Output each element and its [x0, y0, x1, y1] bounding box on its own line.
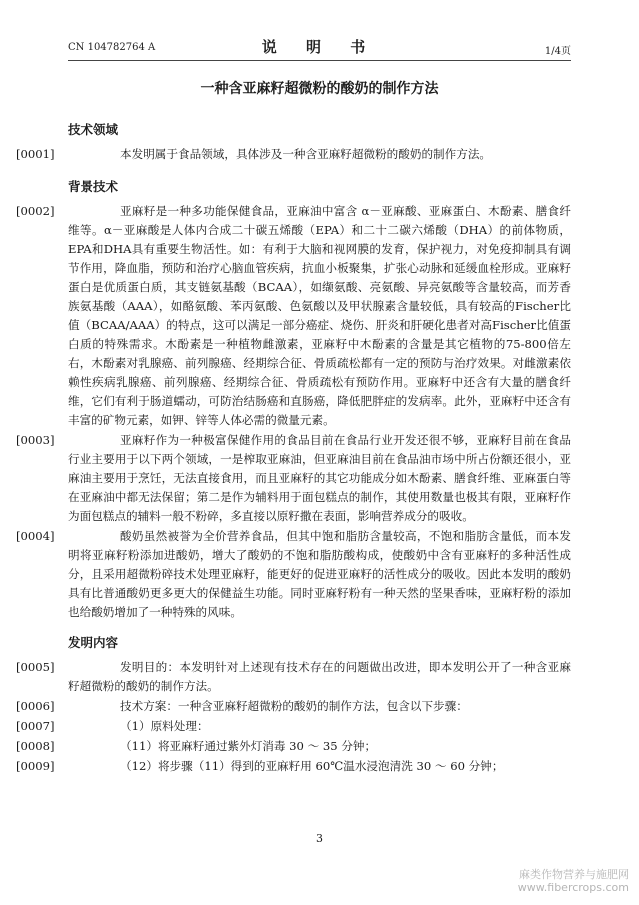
- paragraph-text: 亚麻籽作为一种极富保健作用的食品目前在食品行业开发还很不够，亚麻籽目前在食品行业主要用于以下两个领域，一是榨取亚麻油，但亚麻油目前在食品油市场中所占份额还很小，亚麻油主要用于烹饪，无法直接食用，而且亚麻籽的其它功能成分如木酚素、膳食纤维、亚麻蛋白等在亚麻油中都无法保留；第二是作为辅料用于面包糕点的制作，其使用数量也极其有限，亚麻籽作为面包糕点的辅料一般不粉碎，多直接以原籽撒在表面，影响营养成分的吸收。: [68, 433, 571, 523]
- paragraph-number: [0003]: [16, 433, 55, 447]
- paragraph: [16, 757, 571, 776]
- page-indicator: 1/4页: [544, 46, 571, 57]
- paragraph-number: [0009]: [16, 759, 55, 773]
- paragraph: [16, 145, 571, 164]
- document-title: 一种含亚麻籽超微粉的酸奶的制作方法: [200, 81, 439, 97]
- paragraph: [16, 697, 571, 716]
- header-rule: [68, 60, 571, 61]
- paragraph-number: [0001]: [16, 147, 55, 161]
- section-heading-background: 背景技术: [68, 179, 119, 194]
- paragraph: [16, 431, 571, 526]
- paragraph: [16, 527, 571, 622]
- paragraph-text: 酸奶虽然被誉为全价营养食品，但其中饱和脂肪含量较高，不饱和脂肪含量低，而本发明将亚麻籽粉添加进酸奶，增大了酸奶的不饱和脂肪酸构成，使酸奶中含有亚麻籽的多种活性成分，且采用超微粉碎技术处理亚麻籽，能更好的促进亚麻籽的活性成分的吸收。因此本发明的酸奶具有比普通酸奶更多更大的保健益生功能。同时亚麻籽粉有一种天然的坚果香味，亚麻籽粉的添加也给酸奶增加了一种特殊的风味。: [68, 529, 571, 619]
- paragraph: [16, 737, 571, 756]
- page-number: 3: [316, 832, 323, 845]
- paragraph: [16, 717, 571, 736]
- paragraph-text: 亚麻籽是一种多功能保健食品，亚麻油中富含 α－亚麻酸、亚麻蛋白、木酚素、膳食纤维等。α－亚麻酸是人体内合成二十碳五烯酸（EPA）和二十二碳六烯酸（DHA）的前体物质，EPA和DHA具有重要生物活性。如：有利于大脑和视网膜的发育，保护视力，对免疫抑制具有调节作用，降血脂，预防和治疗心脑血管疾病，抗血小板聚集，扩张心动脉和延缓血栓形成。亚麻籽蛋白是优质蛋白质，其支链氨基酸（BCAA），如缬氨酸、亮氨酸、异亮氨酸等含量较高，而芳香族氨基酸（AAA），如酪氨酸、苯丙氨酸、色氨酸以及甲状腺素含量较低，具有较高的Fischer比值（BCAA/AAA）的特点，这可以满足一部分癌症、烧伤、肝炎和肝硬化患者对高Fischer比值蛋白质的特殊需求。木酚素是一种植物雌激素，亚麻籽中木酚素的含量是其它植物的75-800倍左右，木酚素对乳腺癌、前列腺癌、经期综合征、骨质疏松都有一定的预防与治疗效果。对雌激素依赖性疾病乳腺癌、前列腺癌、经期综合征、骨质疏松有预防作用。亚麻籽中还含有大量的膳食纤维，它们有利于肠道蠕动，可防治结肠癌和直肠癌，降低肥胖症的发病率。此外，亚麻籽中还含有丰富的矿物元素，如钾、锌等人体必需的微量元素。: [68, 204, 571, 427]
- paragraph-text: 发明目的：本发明针对上述现有技术存在的问题做出改进，即本发明公开了一种含亚麻籽超微粉的酸奶的制作方法。: [68, 660, 571, 693]
- watermark-line: www.fibercrops.com: [517, 881, 629, 894]
- document-body: [16, 120, 571, 777]
- paragraph-number: [0002]: [16, 204, 55, 218]
- paragraph-number: [0004]: [16, 529, 55, 543]
- patent-number: CN 104782764 A: [68, 42, 156, 53]
- paragraph-number: [0005]: [16, 660, 55, 674]
- paragraph-text: 技术方案：一种含亚麻籽超微粉的酸奶的制作方法，包含以下步骤：: [120, 699, 468, 713]
- section-heading-field: 技术领域: [68, 122, 119, 137]
- site-watermark: [518, 868, 629, 894]
- paragraph-text: 本发明属于食品领域，具体涉及一种含亚麻籽超微粉的酸奶的制作方法。: [120, 147, 492, 161]
- watermark-line: 麻类作物营养与施肥网: [519, 868, 629, 881]
- paragraph-text: （11）将亚麻籽通过紫外灯消毒 30 ～ 35 分钟；: [120, 739, 377, 753]
- paragraph-number: [0008]: [16, 739, 55, 753]
- paragraph: [16, 202, 571, 430]
- doc-type-label: 说 明 书: [261, 38, 378, 56]
- paragraph-text: （1）原料处理：: [120, 719, 209, 733]
- paragraph-text: （12）将步骤（11）得到的亚麻籽用 60℃温水浸泡清洗 30 ～ 60 分钟；: [120, 759, 504, 773]
- section-heading-summary: 发明内容: [68, 635, 119, 650]
- paragraph: [16, 658, 571, 696]
- paragraph-number: [0007]: [16, 719, 55, 733]
- page-header: [68, 36, 571, 58]
- paragraph-number: [0006]: [16, 699, 55, 713]
